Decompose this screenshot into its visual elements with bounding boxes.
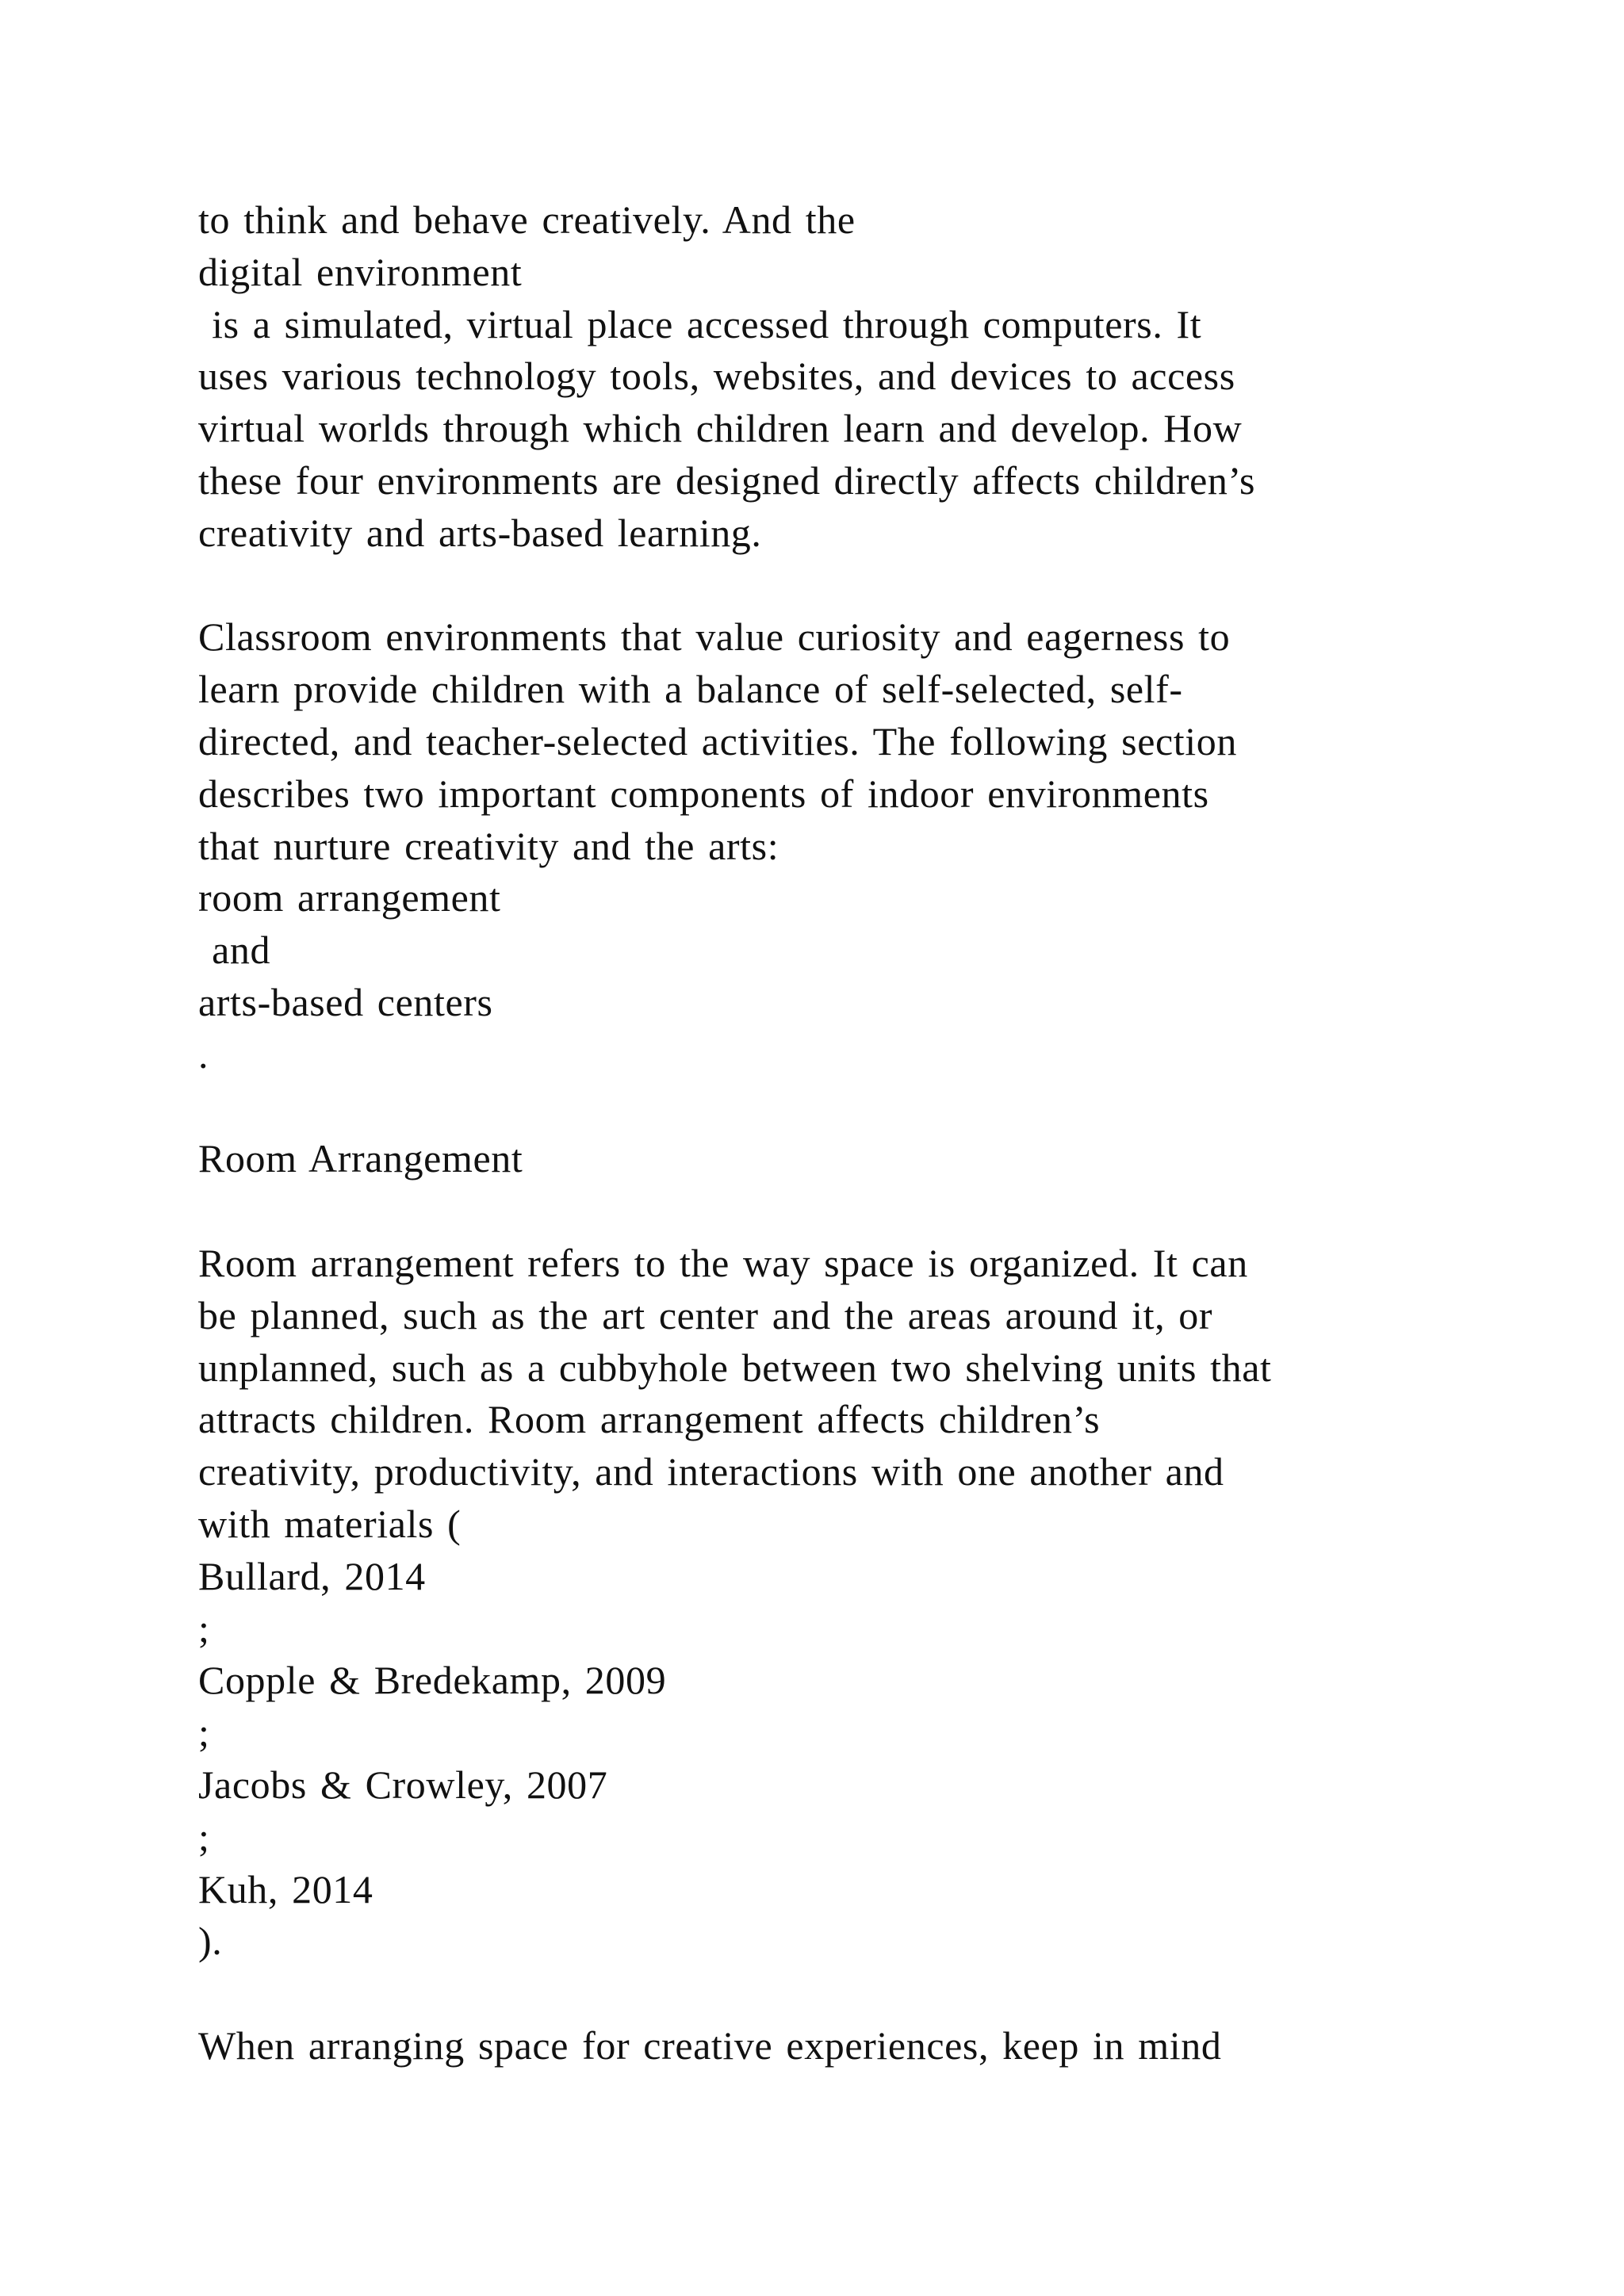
text-line: uses various technology tools, websites, and devices to access — [198, 354, 1235, 399]
text-line: with materials ( — [198, 1501, 462, 1546]
text-line: is a simulated, virtual place accessed through computers. It — [198, 301, 1202, 346]
citation-separator: ; — [198, 1814, 210, 1859]
text-line: digital environment — [198, 249, 523, 294]
citation: Kuh, 2014 — [198, 1866, 373, 1911]
text-line: describes two important components of indoor environments — [198, 771, 1209, 816]
text-line: learn provide children with a balance of self-selected, self- — [198, 667, 1183, 712]
text-line: and — [198, 928, 271, 973]
text-line: virtual worlds through which children learn and develop. How — [198, 406, 1243, 451]
text-line: unplanned, such as a cubbyhole between two shelving units that — [198, 1345, 1272, 1390]
text-line: creativity and arts-based learning. — [198, 510, 762, 555]
text-line: Classroom environments that value curiosity and eagerness to — [198, 614, 1231, 660]
citation-separator: ; — [198, 1605, 210, 1651]
citation: Copple & Bredekamp, 2009 — [198, 1658, 667, 1703]
citation-separator: ; — [198, 1710, 210, 1755]
text-line: arts-based centers — [198, 979, 493, 1024]
section-heading: Room Arrangement — [198, 1136, 523, 1181]
blank-line — [198, 560, 1507, 612]
blank-line — [198, 1081, 1507, 1134]
text-line: attracts children. Room arrangement affects children’s — [198, 1397, 1101, 1442]
citation: Jacobs & Crowley, 2007 — [198, 1762, 608, 1807]
blank-line — [198, 1968, 1507, 2020]
text-line: . — [198, 1031, 209, 1077]
text-line: ). — [198, 1919, 223, 1964]
text-line: directed, and teacher-selected activities. The following section — [198, 718, 1237, 763]
text-line: be planned, such as the art center and the areas around it, or — [198, 1292, 1213, 1337]
text-line: that nurture creativity and the arts: — [198, 823, 779, 868]
citation: Bullard, 2014 — [198, 1553, 426, 1598]
text-line: these four environments are designed directly affects children’s — [198, 457, 1256, 503]
body-text — [198, 194, 1507, 2072]
text-line: creativity, productivity, and interactions with one another and — [198, 1449, 1224, 1494]
text-line: Room arrangement refers to the way space is organized. It can — [198, 1240, 1248, 1285]
text-line: When arranging space for creative experiences, keep in mind — [198, 2022, 1222, 2068]
blank-line — [198, 1185, 1507, 1238]
text-line: to think and behave creatively. And the — [198, 197, 856, 242]
text-line: room arrangement — [198, 875, 501, 920]
